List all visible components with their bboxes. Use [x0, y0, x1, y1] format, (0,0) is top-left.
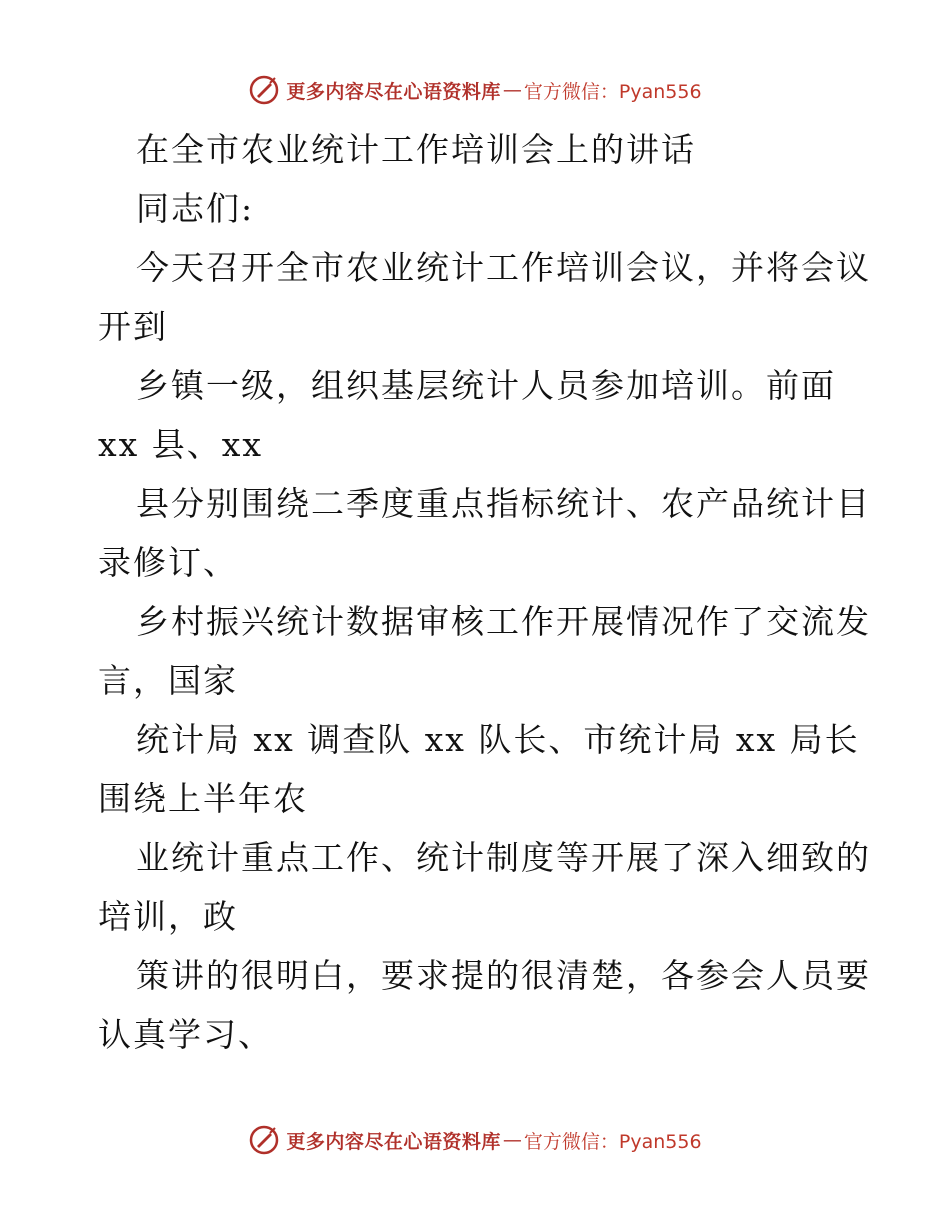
- header-brand: 更多内容尽在心语资料库: [286, 80, 501, 103]
- doc-line: 业统计重点工作、统计制度等开展了深入细致的: [136, 838, 871, 877]
- doc-line: 录修订、: [98, 543, 238, 582]
- footer-wechat: 官方微信：Pyan556: [523, 1130, 702, 1153]
- doc-line: 统计局 xx 调查队 xx 队长、市统计局 xx 局长: [136, 720, 860, 759]
- doc-line: 今天召开全市农业统计工作培训会议，并将会议: [136, 248, 871, 287]
- doc-title: 在全市农业统计工作培训会上的讲话: [136, 130, 696, 169]
- header-wechat: 官方微信：Pyan556: [523, 80, 702, 103]
- doc-line: 策讲的很明白，要求提的很清楚，各参会人员要: [136, 956, 871, 995]
- document-body: [98, 120, 871, 1064]
- doc-line: 言，国家: [98, 661, 238, 700]
- footer-banner: [0, 1120, 950, 1160]
- header-banner: [0, 70, 950, 110]
- doc-line: 乡镇一级，组织基层统计人员参加培训。前面: [136, 366, 836, 405]
- doc-line: 开到: [98, 307, 168, 346]
- doc-line: 县分别围绕二季度重点指标统计、农产品统计目: [136, 484, 871, 523]
- footer-separator: —: [502, 1129, 522, 1151]
- doc-line: xx 县、xx: [98, 425, 263, 464]
- quill-logo-icon: [248, 74, 280, 106]
- doc-line: 围绕上半年农: [98, 779, 308, 818]
- doc-line: 培训，政: [98, 897, 238, 936]
- quill-logo-icon: [248, 1124, 280, 1156]
- doc-line: 认真学习、: [98, 1015, 273, 1054]
- header-separator: —: [502, 79, 522, 101]
- doc-line: 乡村振兴统计数据审核工作开展情况作了交流发: [136, 602, 871, 641]
- doc-greeting: 同志们:: [136, 189, 255, 228]
- footer-brand: 更多内容尽在心语资料库: [286, 1130, 501, 1153]
